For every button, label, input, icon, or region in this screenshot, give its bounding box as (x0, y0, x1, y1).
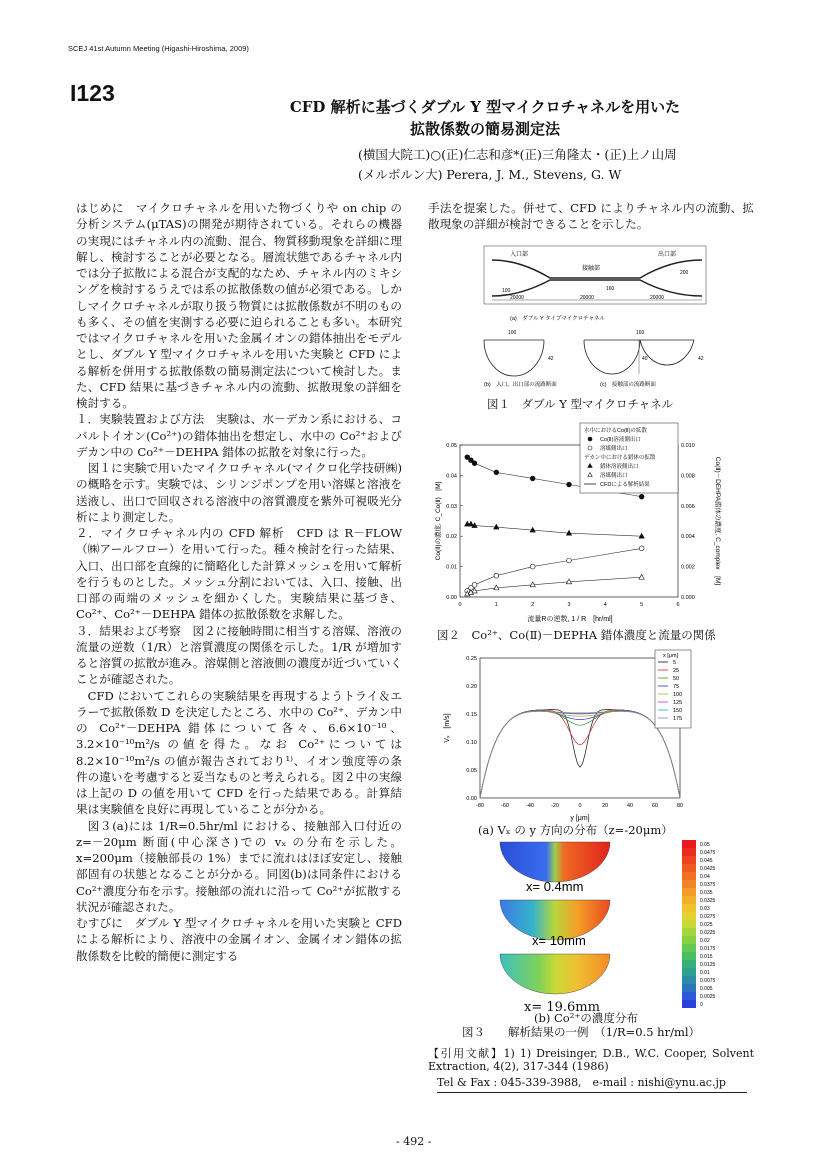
fig2-fit-line (467, 577, 641, 594)
fig3-colorbar-swatch (682, 896, 696, 904)
paper-title-line2: 拡散係数の簡易測定法 (409, 120, 560, 138)
fig3-colorbar-swatch (682, 992, 696, 1000)
fig2-legend-label: 溶媒側出口 (600, 473, 628, 479)
fig3a-xtick-label: 0 (578, 803, 582, 809)
fig2-data-point (494, 573, 499, 578)
page-number: - 492 - (396, 1135, 432, 1148)
fig3a-legend-label: 5 (673, 660, 677, 666)
fig2-data-point (639, 546, 644, 551)
fig3a-xtick-label: 20 (601, 803, 609, 809)
fig3-colorbar-swatch (682, 920, 696, 928)
fig2-y2tick-label: 0.000 (681, 595, 695, 601)
fig1c-depth: 42 (698, 356, 704, 362)
fig2-y2tick-label: 0.010 (681, 443, 695, 449)
fig3-colorbar-label: 0.015 (700, 954, 713, 960)
fig3-colorbar-label: 0.02 (700, 938, 710, 944)
fig1-dim-100: 100 (502, 288, 511, 294)
fig2-ytick-label: 0.00 (446, 595, 457, 601)
fig2-xtick-label: 4 (603, 602, 607, 608)
fig2-xtick-label: 3 (567, 602, 571, 608)
cfd-paragraph: CFD においてこれらの実験結果を再現するようトライ＆エラーで拡散係数 D を決定したところ、水中の Co²⁺、デカン中の Co²⁺－DEHPA 錯体について各々、6.6×10⁻¹⁰、3.2×10⁻¹⁰m²/s の値を得た。なお Co²⁺については 8.2×10⁻¹⁰m²/s の値が報告されており¹⁾、イオン強度等の条件の違いを考慮すると妥当なものと考えられる。図２中の実線は上記の D の値を用いて CFD を行った結果である。計算結果は実験値を良好に再現していることが分かる。 (76, 688, 402, 817)
fig3a-ytick-label: 0.20 (466, 684, 477, 690)
fig2-data-point (472, 582, 477, 587)
fig2-ytick-label: 0.01 (446, 564, 457, 571)
fig1b-depth: 42 (548, 356, 554, 362)
fig3a-legend-label: 125 (673, 700, 683, 706)
fig2-data-point (639, 574, 644, 579)
contour-x196-label: x= 19.6mm (524, 1000, 600, 1015)
fig3a-ytick-label: 0.25 (466, 656, 477, 662)
fig3-colorbar-label: 0.0275 (700, 914, 716, 920)
fig2-ytick-label: 0.05 (446, 443, 457, 449)
fig3-colorbar-label: 0.0025 (700, 994, 716, 1000)
fig3-colorbar-label: 0.025 (700, 922, 713, 928)
fig3a-legend-label: 75 (673, 684, 680, 690)
fig2-xtick-label: 0 (458, 602, 462, 608)
fig3a-legend-label: 150 (673, 708, 683, 714)
fig3b-caption: (b) Co²⁺の濃度分布 (534, 1011, 638, 1025)
fig3-colorbar-swatch (682, 848, 696, 856)
fig1b-arc (484, 340, 544, 376)
fig2-y2tick-label: 0.006 (681, 503, 695, 510)
fig3-colorbar-label: 0.0175 (700, 946, 716, 952)
conclusion-continued: 手法を提案した。併せて、CFD によりチャネル内の流動、拡散現象の詳細が検討できることを示した。 (428, 201, 754, 232)
fig3-colorbar-swatch (682, 840, 696, 848)
fig3a-chart (435, 648, 710, 838)
fig3b-contours (460, 838, 740, 1018)
fig2-ylabel: Co(Ⅱ)の濃度, C_Co(Ⅱ) [M] (435, 481, 442, 561)
fig3a-x-ticks (476, 803, 683, 809)
section1-paragraph: １．実験装置および方法 実験は、水－デカン系における、コバルトイオン(Co²⁺)の錯体抽出を想定し、水中の Co²⁺およびデカン中の Co²⁺－DEHPA 錯体の拡散を対象に行った。 (76, 412, 402, 459)
fig2-y2tick-label: 0.008 (681, 473, 695, 480)
fig1-contact-label: 接触部 (582, 266, 601, 272)
fig1-dim-20000b: 20000 (580, 295, 594, 301)
fig3a-xtick-label: -20 (551, 803, 559, 809)
authors-line2: (メルボルン大) Perera, J. M., Stevens, G. W (358, 167, 622, 182)
references: 【引用文献】1) 1) Dreisinger, D.B., W.C. Cooper, Solvent Extraction, 4(2), 317-344 (1986) (428, 1047, 754, 1073)
fig2-y-ticks (446, 443, 463, 601)
conference-header: SCEJ 41st Autumn Meeting (Higashi-Hiroshima, 2009) (68, 44, 249, 53)
fig3-colorbar-label: 0.0475 (700, 850, 716, 856)
contact-info: Tel & Fax : 045-339-3988, e-mail : nishi@ynu.ac.jp (437, 1074, 747, 1093)
fig3-colorbar-swatch (682, 944, 696, 952)
fig3a-xtick-label: 40 (626, 803, 634, 809)
fig2-legend-label: 錯体溶液側出口 (600, 464, 639, 470)
fig1-sub-a: (a) ダブル Y タイプマイクロチャネル (510, 316, 605, 322)
contour-x196 (500, 954, 610, 994)
fig2-legend-label: Co(Ⅱ)溶液側出口 (600, 437, 641, 443)
fig1-sub-b: (b) 入口、出口部の流路断面 (484, 382, 557, 388)
fig2-data-point (472, 461, 477, 466)
fig3-colorbar-swatch (682, 984, 696, 992)
fig2-xtick-label: 2 (531, 602, 535, 608)
fig3-colorbar-swatch (682, 856, 696, 864)
fig3-colorbar-label: 0.0375 (700, 882, 716, 888)
fig3a-legend-label: 175 (673, 716, 683, 722)
fig2-xlabel: 流量Rの逆数, 1 / R [hr/ml] (527, 616, 613, 623)
fig3a-xlabel: y [μm] (570, 815, 590, 822)
fig3-colorbar-label: 0.045 (700, 858, 713, 864)
paper-code: I123 (70, 80, 115, 106)
fig3-colorbar-label: 0.0075 (700, 978, 716, 984)
fig1-channel-lower (492, 280, 702, 296)
fig2-data-point (530, 476, 535, 481)
fig2-fit-line (467, 548, 641, 591)
fig3-colorbar-swatch (682, 960, 696, 968)
fig2-data-point (468, 521, 473, 526)
fig1c-mid: 40 (642, 356, 648, 362)
section3-paragraph: ３．結果および考察 図２に接触時間に相当する溶媒、溶液の流量の逆数（1/R）と溶質濃度の関係を示した。1/R が増加すると溶質の拡散が進み。溶媒側と溶液側の濃度が近づいていくことが確認された。 (76, 623, 402, 687)
fig3-colorbar-label: 0.01 (700, 970, 710, 976)
fig2-data-point (494, 470, 499, 475)
fig2-data-point (530, 564, 535, 569)
fig1-caption: 図１ ダブル Y 型マイクロチャネル (487, 397, 674, 411)
fig3-colorbar-swatch (682, 872, 696, 880)
fig3-colorbar-label: 0.0425 (700, 866, 716, 872)
fig2-ytick-label: 0.02 (446, 534, 457, 541)
contour-x10-label: x= 10mm (532, 933, 586, 948)
fig2-caption: 図２ Co²⁺、Co(Ⅱ)－DEPHA 錯体濃度と流量の関係 (437, 628, 716, 642)
fig3a-xtick-label: 60 (651, 803, 659, 809)
fig2-y2tick-label: 0.002 (681, 564, 695, 571)
fig2-legend-marker (588, 446, 592, 450)
contour-x04-label: x= 0.4mm (526, 879, 584, 894)
fig3-colorbar-label: 0 (700, 1002, 703, 1008)
fig3a-xtick-label: -40 (526, 803, 534, 809)
fig3a-xtick-label: -60 (501, 803, 509, 809)
fig3a-xtick-label: -80 (476, 803, 484, 809)
fig3a-ylabel: Vₓ [m/s] (444, 713, 451, 743)
fig3-colorbar-label: 0.005 (700, 986, 713, 992)
fig2-legend-label: CFDによる解析結果 (600, 482, 650, 488)
fig2-data-point (567, 482, 572, 487)
intro-paragraph: はじめに マイクロチャネルを用いた物づくりや on chip の分析システム(μTAS)の開発が期待されている。それらの機器の実現にはチャネル内の流動、混合、物質移動現象を詳細に理解し、検討することが必要となる。層流状態であるチャネル内では分子拡散による混合が支配的なため、チャネル内のミキシングを検討するうえでは系の拡散係数の値が必須である。しかしマイクロチャネルが取り扱う物質には拡散係数が不明のものも多く、その値を実測する必要に迫られることも多い。本研究ではマイクロチャネルを用いた金属イオンの錯体抽出をモデルとし、ダブル Y 型マイクロチャネルを用いた実験と CFD による解析を併用する拡散係数の簡易測定法について検討した。また、CFD 結果に基づきチャネル内の流動、拡散現象の詳細を検討する。 (76, 201, 402, 410)
fig3-colorbar-swatch (682, 1000, 696, 1008)
fig3-colorbar-label: 0.0125 (700, 962, 716, 968)
fig3-colorbar-swatch (682, 880, 696, 888)
fig3-colorbar-swatch (682, 936, 696, 944)
fig1-dim-200: 200 (680, 270, 689, 276)
fig2-fit-line (467, 524, 641, 536)
authors-line1: (横国大院工)○(正)仁志和彦*(正)三角隆太・(正)上ノ山周 (358, 147, 677, 162)
fig3a-ytick-label: 0.05 (466, 768, 477, 774)
fig3a-ytick-label: 0.10 (466, 740, 477, 746)
fig3-colorbar-swatch (682, 968, 696, 976)
fig3-colorbar (682, 840, 716, 1008)
fig3a-legend-label: 50 (673, 676, 680, 682)
fig3-colorbar-label: 0.04 (700, 874, 710, 880)
fig1-outlet-label: 出口部 (658, 252, 677, 258)
fig2-chart (430, 415, 730, 640)
fig2-data-point (567, 558, 572, 563)
paper-title-line1: CFD 解析に基づくダブル Y 型マイクロチャネルを用いた (289, 98, 681, 116)
fig2-data-point (639, 494, 644, 499)
fig3-colorbar-swatch (682, 976, 696, 984)
left-column (76, 200, 402, 964)
fig1c-width: 160 (636, 330, 645, 336)
fig3-colorbar-swatch (682, 864, 696, 872)
fig3a-ytick-label: 0.15 (466, 712, 477, 718)
fig2-legend-label: 溶媒側出口 (600, 446, 628, 452)
fig3a-caption: (a) Vₓ の y 方向の分布（z=-20μm） (478, 823, 673, 837)
fig3-colorbar-label: 0.03 (700, 906, 710, 912)
fig1-dim-20000c: 20000 (650, 295, 664, 301)
fig3-colorbar-label: 0.035 (700, 890, 713, 896)
fig2-y2label: Co(Ⅱ)－DEHPA錯体の濃度, C_complex [M] (714, 456, 721, 586)
fig2-ytick-label: 0.04 (446, 473, 457, 480)
fig2-legend-marker (588, 437, 592, 441)
fig1b-width: 100 (508, 330, 517, 336)
section2-paragraph: ２．マイクロチャネル内の CFD 解析 CFD は R－FLOW（㈱アールフロー）を用いて行った。種々検討を行った結果、入口、出口部を直線的に簡略化した計算メッシュを用いて解析を行うものとした。メッシュ分割においては、入口、接触、出口部の両端のメッシュを細かくした。実験結果に基づき、Co²⁺、Co²⁺－DEHPA 錯体の拡散係数を求解した。 (76, 526, 402, 622)
fig1-dim-20000a: 20000 (510, 295, 524, 301)
fig2-y2-ticks (681, 443, 695, 601)
fig3a-legend-label: 25 (673, 668, 680, 674)
fig3-colorbar-label: 0.0225 (700, 930, 716, 936)
fig2-x-ticks (458, 602, 679, 608)
fig1-inlet-label: 入口部 (510, 252, 529, 258)
fig3-colorbar-label: 0.05 (700, 842, 710, 848)
contour-x04-outline (500, 842, 610, 882)
fig3-colorbar-swatch (682, 928, 696, 936)
fig3-colorbar-swatch (682, 904, 696, 912)
fig3-caption: 図３ 解析結果の一例 （1/R=0.5 hr/ml） (462, 1025, 701, 1039)
fig3a-xtick-label: 80 (676, 803, 684, 809)
fig1-dim-160: 160 (606, 286, 615, 292)
conclusion-paragraph: むすびに ダブル Y 型マイクロチャネルを用いた実験と CFD による解析により、溶液中の金属イオン、金属イオン錯体の拡散係数を比較的簡便に測定する (76, 916, 402, 963)
fig2-xtick-label: 6 (676, 602, 680, 608)
fig3-colorbar-swatch (682, 888, 696, 896)
fig1-sub-c: (c) 接触部の流路断面 (600, 382, 656, 388)
fig2-legend-label: デカン中における錯体の拡散 (584, 455, 656, 461)
fig2-data-point (639, 533, 644, 538)
fig3a-ytick-label: 0.00 (466, 796, 477, 802)
fig3-colorbar-label: 0.0325 (700, 898, 716, 904)
fig2-legend-label: 水中におけるCo(Ⅱ)の拡散 (584, 428, 647, 434)
fig2-xtick-label: 1 (494, 602, 498, 608)
fig2-y2tick-label: 0.004 (681, 534, 695, 541)
fig3a-y-ticks (466, 656, 477, 802)
fig3a-legend-label: 100 (673, 692, 683, 698)
fig2-xtick-label: 5 (640, 602, 644, 608)
fig2-ytick-label: 0.03 (446, 503, 457, 510)
fig3a-legend-title: x [μm] (663, 653, 679, 659)
fig3-colorbar-swatch (682, 952, 696, 960)
fig3-paragraph: 図３(a)には 1/R=0.5hr/ml における、接触部入口付近の z=－20μm 断面(中心深さ)での vₓ の分布を示した。x=200μm（接触部長の 1%）までに流れはほぼ安定し、接触部固有の状態となることが分かる。同図(b)は同条件における Co²⁺濃度分布を示す。接触部の流れに沿って Co²⁺が拡散する状況が確認された。 (76, 818, 402, 914)
fig1-paragraph: 図１に実験で用いたマイクロチャネル(マイクロ化学技研㈱)の概略を示す。実験では、シリンジポンプを用い溶媒と溶液を送液し、出口で回収される溶液中の溶質濃度を紫外可視吸光分析により測定した。 (76, 461, 402, 524)
fig3-colorbar-swatch (682, 912, 696, 920)
fig3a-plot-area (480, 658, 683, 798)
